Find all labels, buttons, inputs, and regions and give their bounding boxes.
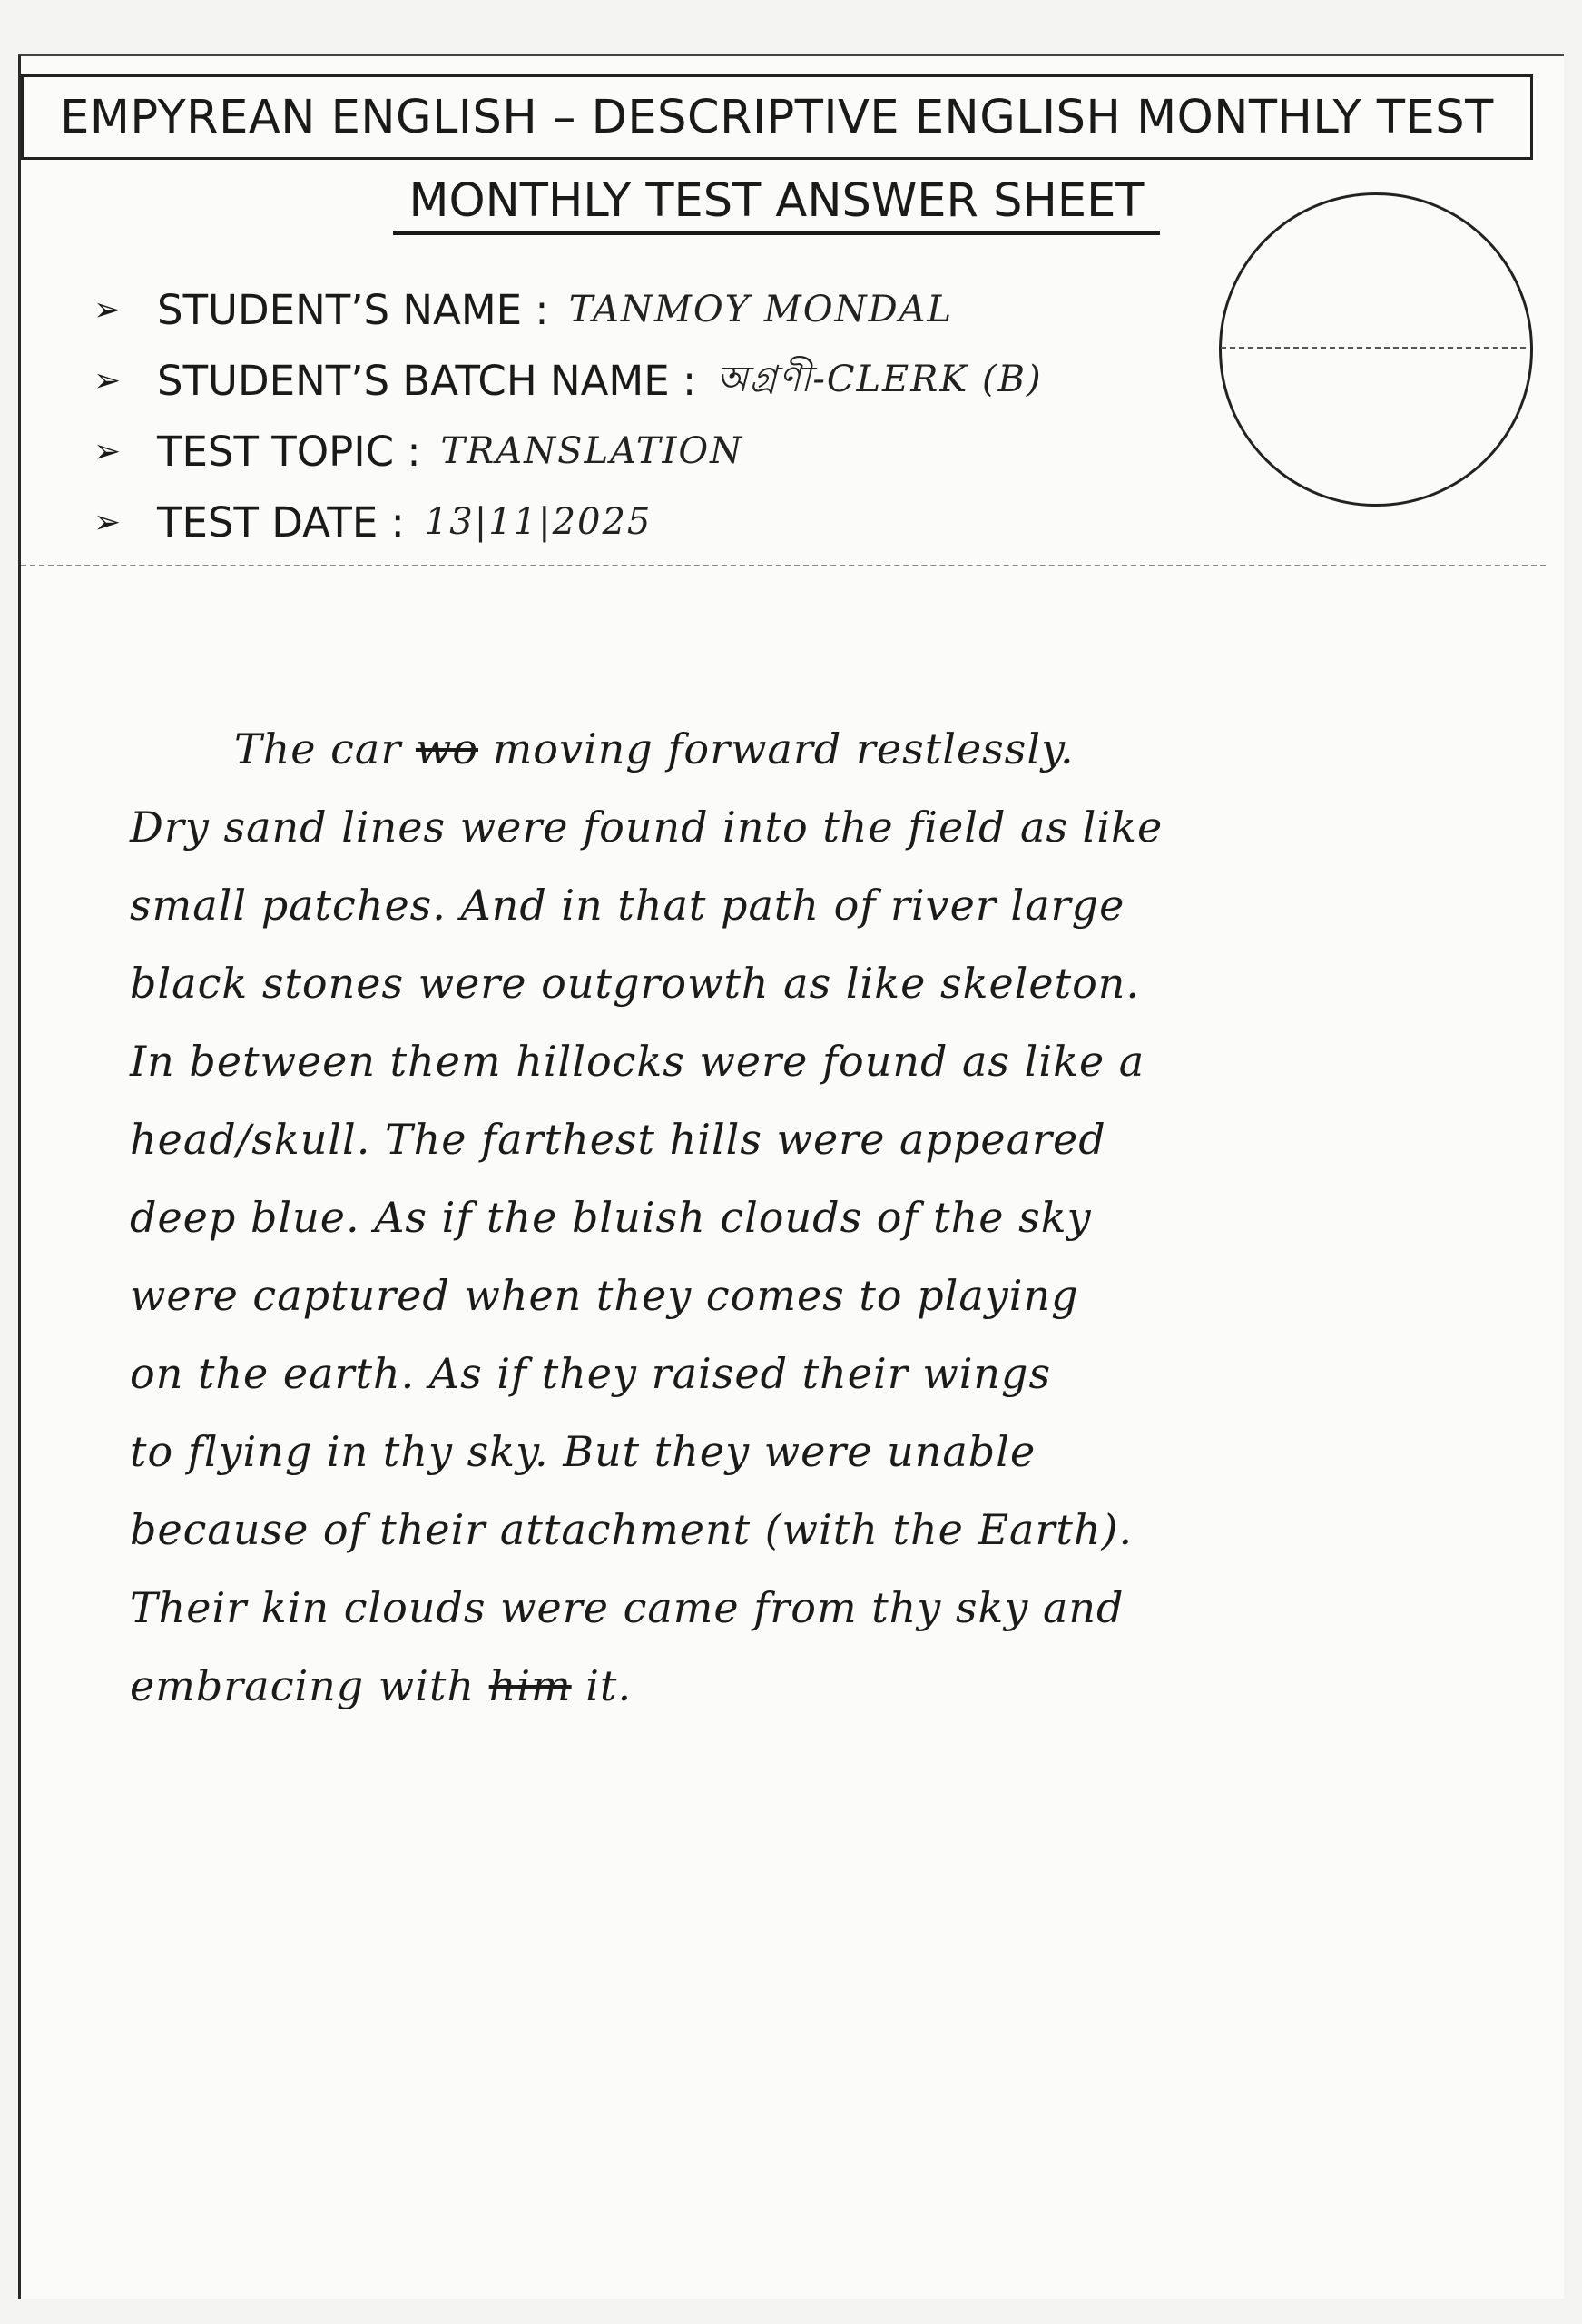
answer-line: were captured when they comes to playing xyxy=(130,1271,1079,1320)
answer-line: head/skull. The farthest hills were appeared xyxy=(130,1115,1106,1164)
test-topic-label: TEST TOPIC : xyxy=(157,427,421,476)
marks-circle xyxy=(1219,192,1533,507)
marks-circle-divider xyxy=(1221,347,1526,349)
handwritten-answer xyxy=(130,710,1518,1725)
student-name-label: STUDENT’S NAME : xyxy=(157,285,549,334)
student-info-list xyxy=(93,274,1183,557)
answer-line: on the earth. As if they raised their wings xyxy=(130,1349,1052,1398)
test-title: EMPYREAN ENGLISH – DESCRIPTIVE ENGLISH MONTHLY TEST xyxy=(21,74,1533,160)
answer-line: In between them hillocks were found as like a xyxy=(130,1037,1145,1086)
answer-sheet xyxy=(18,54,1564,2299)
answer-line: Their kin clouds were came from thy sky and xyxy=(130,1583,1125,1632)
info-row-date xyxy=(93,487,1183,557)
test-date-value: 13|11|2025 xyxy=(424,501,653,543)
sheet-subtitle: MONTHLY TEST ANSWER SHEET xyxy=(393,174,1160,235)
answer-line: because of their attachment (with the Earth). xyxy=(130,1505,1134,1554)
info-row-batch xyxy=(93,345,1183,416)
answer-line: small patches. And in that path of river large xyxy=(130,881,1125,930)
arrow-bullet-icon: ➢ xyxy=(93,290,122,329)
struck-word: him xyxy=(488,1661,572,1710)
test-date-label: TEST DATE : xyxy=(157,497,405,547)
struck-word: wo xyxy=(415,724,479,773)
answer-line: black stones were outgrowth as like skeleton. xyxy=(130,959,1141,1008)
answer-line: embracing with him it. xyxy=(130,1661,633,1710)
arrow-bullet-icon: ➢ xyxy=(93,361,122,399)
info-row-topic xyxy=(93,416,1183,487)
info-row-name xyxy=(93,274,1183,345)
test-topic-value: TRANSLATION xyxy=(440,430,744,472)
answer-line: Dry sand lines were found into the field as like xyxy=(130,803,1164,852)
section-divider xyxy=(21,565,1546,566)
batch-name-value: অগ্রণী-CLERK (B) xyxy=(716,358,1043,400)
answer-line: deep blue. As if the bluish clouds of the sky xyxy=(130,1193,1092,1242)
arrow-bullet-icon: ➢ xyxy=(93,503,122,541)
arrow-bullet-icon: ➢ xyxy=(93,432,122,470)
answer-line: to flying in thy sky. But they were unable xyxy=(130,1427,1037,1476)
answer-line: The car wo moving forward restlessly. xyxy=(234,724,1075,773)
student-name-value: TANMOY MONDAL xyxy=(568,289,954,330)
batch-name-label: STUDENT’S BATCH NAME : xyxy=(157,356,697,405)
